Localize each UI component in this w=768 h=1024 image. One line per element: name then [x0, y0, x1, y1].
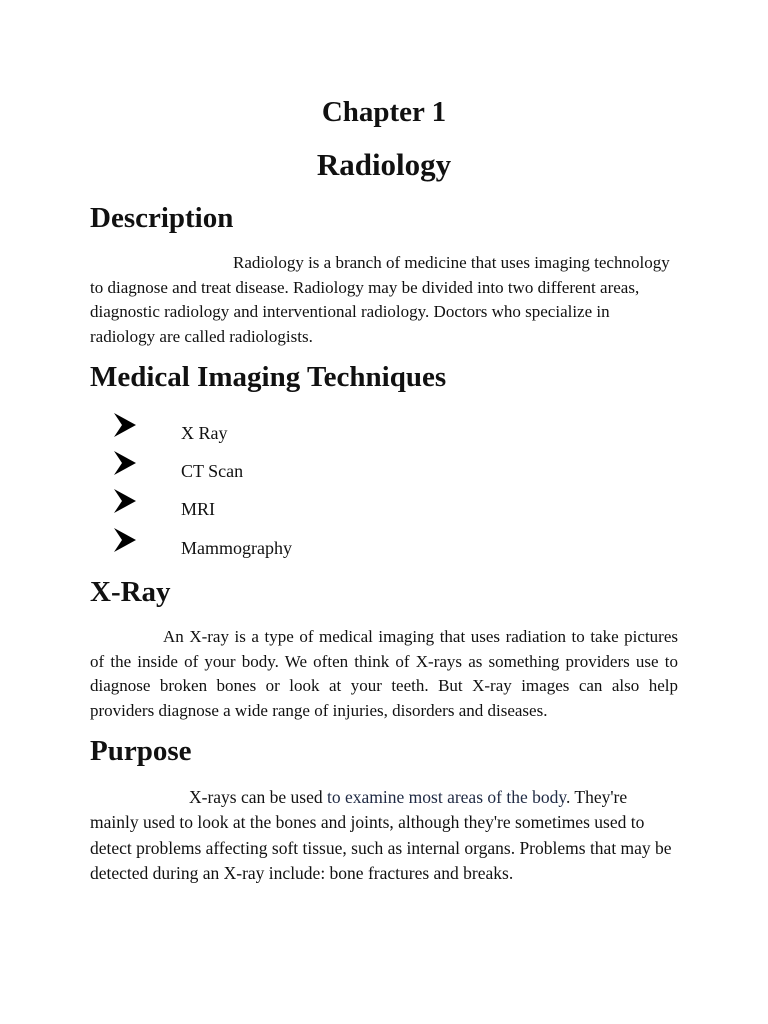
chapter-label: Chapter 1: [321, 96, 447, 128]
list-item: [112, 410, 512, 444]
xray-text: An X-ray is a type of medical imaging that uses radiation to take pictures of the inside of your body. We often think of X-rays as something providers use to diagnose broken bones or look at your teeth. But X-ray images can also help providers diagnose a wide range of injuries, disorders and diseases.: [90, 627, 678, 720]
description-heading: Description: [90, 202, 234, 234]
xray-heading: X-Ray: [90, 576, 171, 608]
page-title: Radiology: [316, 147, 452, 182]
xray-paragraph: [90, 625, 678, 723]
techniques-heading: Medical Imaging Techniques: [90, 361, 447, 393]
list-item: [112, 525, 512, 559]
arrowhead-bullet-icon: [112, 410, 138, 440]
arrowhead-bullet-icon: [112, 448, 138, 478]
arrowhead-bullet-icon: [112, 486, 138, 516]
list-item: [112, 448, 512, 482]
arrowhead-bullet-icon: [112, 525, 138, 555]
list-item-label: MRI: [181, 499, 216, 519]
list-item-label: Mammography: [181, 538, 292, 558]
list-item-label: X Ray: [181, 423, 228, 443]
description-text: Radiology is a branch of medicine that uses imaging technology to diagnose and treat disease. Radiology may be divided into two different areas, diagnostic radiology and interventional radiology. Doctors who specialize in radiology are called radiologists.: [90, 253, 670, 346]
purpose-text-highlight: to examine most areas of the body: [322, 787, 566, 807]
description-paragraph: [90, 251, 678, 349]
list-item: [112, 486, 512, 520]
purpose-text-start: X-rays can be used: [189, 787, 323, 807]
purpose-paragraph: [90, 785, 678, 886]
purpose-heading: Purpose: [90, 735, 192, 767]
list-item-label: CT Scan: [181, 461, 244, 481]
purpose-text-end: . They're mainly used to look at the bones and joints, although they're sometimes used to detect problems affecting soft tissue, such as internal organs. Problems that may be detected during an X-ray include: bone fractures and breaks.: [90, 787, 672, 883]
